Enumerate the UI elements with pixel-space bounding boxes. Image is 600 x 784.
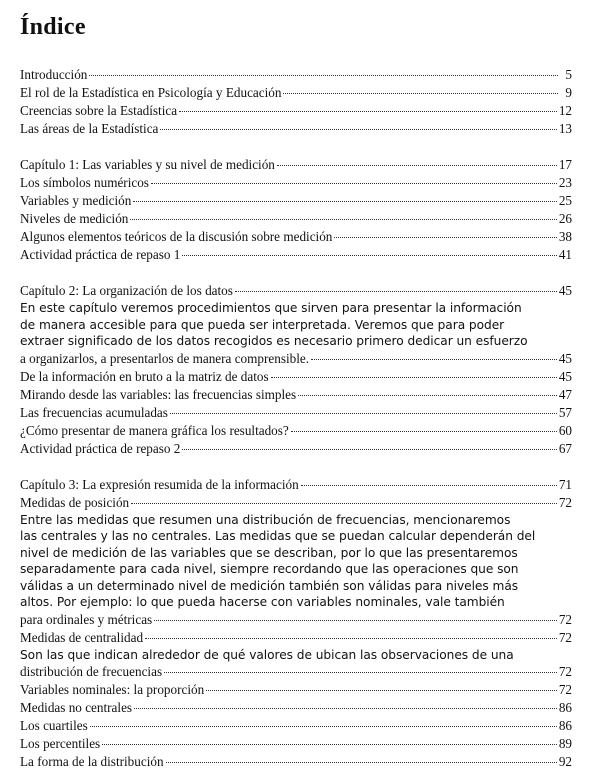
- toc-entry[interactable]: [20, 246, 572, 264]
- toc-entry-page: 38: [558, 229, 572, 244]
- leader-dots: [133, 201, 556, 202]
- toc-entry-label: Mirando desde las variables: las frecuencias simples: [20, 386, 297, 402]
- toc-entry-page: 92: [558, 754, 572, 769]
- chapter-heading[interactable]: [20, 476, 572, 494]
- toc-entry-page: 13: [558, 121, 572, 136]
- leader-dots: [206, 690, 557, 691]
- leader-dots: [298, 395, 557, 396]
- leader-dots: [283, 93, 558, 94]
- leader-dots: [182, 449, 556, 450]
- toc-entry[interactable]: [20, 440, 572, 458]
- toc-entry-page: 57: [558, 404, 572, 420]
- chapter-heading[interactable]: [20, 156, 572, 174]
- leader-dots: [160, 129, 556, 130]
- section-gap: [20, 264, 572, 282]
- chapter-description-line: Entre las medidas que resumen una distribución de frecuencias, mencionaremos: [20, 512, 511, 527]
- toc-entry[interactable]: [20, 228, 572, 246]
- toc-entry-label: Creencias sobre la Estadística: [20, 103, 178, 118]
- toc-entry-page: 72: [558, 494, 572, 510]
- toc-entry[interactable]: [20, 120, 572, 138]
- toc-entry-label: Niveles de medición: [20, 211, 129, 226]
- toc-entry[interactable]: [20, 699, 572, 717]
- table-of-contents: [20, 66, 572, 771]
- toc-entry-page: 45: [558, 368, 572, 384]
- chapter-1-section: [20, 156, 572, 264]
- toc-entry-page: 89: [558, 736, 572, 751]
- chapter-description-line: de manera accesible para que pueda ser interpretada. Veremos que para poder: [20, 317, 505, 332]
- chapter-description-line: nivel de medición de las variables que se describan, por lo que las presentaremos: [20, 545, 518, 560]
- toc-entry-label: ¿Cómo presentar de manera gráfica los resultados?: [20, 422, 289, 438]
- toc-entry-label: Capítulo 1: Las variables y su nivel de medición: [20, 157, 275, 172]
- toc-entry[interactable]: [20, 66, 572, 84]
- toc-entry-label: Algunos elementos teóricos de la discusión sobre medición: [20, 229, 333, 244]
- toc-entry-page: 72: [558, 664, 572, 679]
- leader-dots: [151, 183, 557, 184]
- toc-entry-page: 72: [558, 682, 572, 697]
- toc-entry-page: 86: [558, 700, 572, 715]
- leader-dots: [182, 255, 556, 256]
- leader-dots: [291, 431, 557, 432]
- toc-entry-label: Las frecuencias acumuladas: [20, 404, 168, 420]
- toc-entry[interactable]: [20, 350, 572, 368]
- toc-entry[interactable]: [20, 663, 572, 681]
- toc-entry-label: Medidas de posición: [20, 494, 130, 510]
- toc-entry[interactable]: [20, 210, 572, 228]
- chapter-description-line: altos. Por ejemplo: lo que pueda hacerse con variables nominales, vale también: [20, 595, 505, 609]
- leader-dots: [145, 638, 557, 639]
- chapter-description-line: En este capítulo veremos procedimientos que sirven para presentar la información: [20, 301, 522, 315]
- toc-entry-page: 72: [558, 611, 572, 627]
- toc-entry-page: 45: [558, 283, 572, 298]
- toc-entry-label: para ordinales y métricas: [20, 611, 153, 627]
- toc-entry-label: Medidas no centrales: [20, 700, 133, 715]
- toc-entry-label: a organizarlos, a presentarlos de manera comprensible.: [20, 350, 310, 366]
- toc-entry-label: De la información en bruto a la matriz de datos: [20, 368, 269, 384]
- toc-entry[interactable]: [20, 681, 572, 699]
- toc-entry-page: 17: [558, 157, 572, 172]
- toc-entry-label: Variables y medición: [20, 193, 132, 208]
- leader-dots: [90, 726, 557, 727]
- leader-dots: [179, 111, 557, 112]
- section-gap: [20, 138, 572, 156]
- toc-entry[interactable]: [20, 102, 572, 120]
- toc-entry-page: 5: [565, 67, 572, 82]
- toc-entry[interactable]: [20, 422, 572, 440]
- toc-entry-label: Los percentiles: [20, 736, 101, 751]
- toc-entry-page: 67: [558, 440, 572, 456]
- leader-dots: [134, 708, 557, 709]
- toc-entry-label: distribución de frecuencias: [20, 664, 163, 679]
- chapter-3-section: [20, 476, 572, 772]
- leader-dots: [89, 75, 558, 76]
- leader-dots: [334, 237, 556, 238]
- toc-entry-page: 45: [558, 350, 572, 366]
- toc-entry[interactable]: [20, 629, 572, 647]
- leader-dots: [102, 744, 557, 745]
- toc-entry-page: 41: [558, 247, 572, 262]
- chapter-description-line: extraer significado de los datos recogidos es necesario primero dedicar un esfuerzo: [20, 334, 528, 348]
- toc-entry-page: 86: [558, 718, 572, 733]
- section-gap: [20, 458, 572, 476]
- toc-entry-page: 12: [558, 103, 572, 118]
- toc-entry-label: Las áreas de la Estadística: [20, 121, 159, 136]
- toc-entry[interactable]: [20, 735, 572, 753]
- chapter-description-line: separadamente para cada nivel, siempre recordando que las operaciones que son: [20, 562, 519, 576]
- toc-entry-page: 26: [558, 211, 572, 226]
- toc-entry-label: Introducción: [20, 67, 88, 82]
- toc-entry-page: 71: [558, 476, 572, 492]
- leader-dots: [154, 620, 557, 621]
- toc-entry-label: Medidas de centralidad: [20, 629, 144, 645]
- leader-dots: [166, 762, 557, 763]
- leader-dots: [164, 672, 557, 673]
- toc-entry-label: Actividad práctica de repaso 2: [20, 440, 181, 456]
- toc-entry-label: Actividad práctica de repaso 1: [20, 247, 181, 262]
- toc-entry-label: Variables nominales: la proporción: [20, 682, 205, 697]
- toc-entry[interactable]: [20, 717, 572, 735]
- toc-entry-label: Los símbolos numéricos: [20, 175, 149, 190]
- chapter-2-section: [20, 282, 572, 458]
- chapter-description-line: Son las que indican alrededor de qué valores de ubican las observaciones de una: [20, 647, 514, 662]
- chapter-description-line: las centrales y las no centrales. Las medidas que se puedan calcular dependerán del: [20, 529, 536, 543]
- toc-entry-page: 23: [558, 175, 572, 190]
- chapter-heading[interactable]: [20, 282, 572, 300]
- leader-dots: [170, 413, 557, 414]
- intro-section: [20, 66, 572, 138]
- chapter-description-line: válidas a un determinado nivel de medición también son válidas para niveles más: [20, 578, 519, 593]
- toc-entry[interactable]: [20, 611, 572, 629]
- toc-entry-page: 72: [558, 629, 572, 645]
- page-title: Índice: [20, 14, 86, 40]
- toc-entry[interactable]: [20, 84, 572, 102]
- toc-entry[interactable]: [20, 404, 572, 422]
- toc-entry[interactable]: [20, 386, 572, 404]
- toc-entry-page: 9: [565, 85, 572, 100]
- toc-entry[interactable]: [20, 494, 572, 512]
- leader-dots: [131, 503, 557, 504]
- toc-entry[interactable]: [20, 192, 572, 210]
- toc-entry-label: Capítulo 2: La organización de los datos: [20, 283, 233, 298]
- toc-entry[interactable]: [20, 368, 572, 386]
- toc-entry-label: La forma de la distribución: [20, 754, 164, 769]
- toc-entry-label: Capítulo 3: La expresión resumida de la información: [20, 476, 299, 492]
- toc-entry-page: 60: [558, 422, 572, 438]
- leader-dots: [130, 219, 556, 220]
- toc-entry-label: El rol de la Estadística en Psicología y Educación: [20, 85, 282, 100]
- leader-dots: [277, 165, 557, 166]
- leader-dots: [311, 359, 557, 360]
- toc-entry-page: 25: [558, 193, 572, 208]
- leader-dots: [301, 485, 557, 486]
- toc-entry-label: Los cuartiles: [20, 718, 88, 733]
- toc-entry[interactable]: [20, 174, 572, 192]
- leader-dots: [271, 377, 557, 378]
- leader-dots: [235, 291, 557, 292]
- toc-entry-page: 47: [558, 386, 572, 402]
- toc-entry[interactable]: [20, 753, 572, 771]
